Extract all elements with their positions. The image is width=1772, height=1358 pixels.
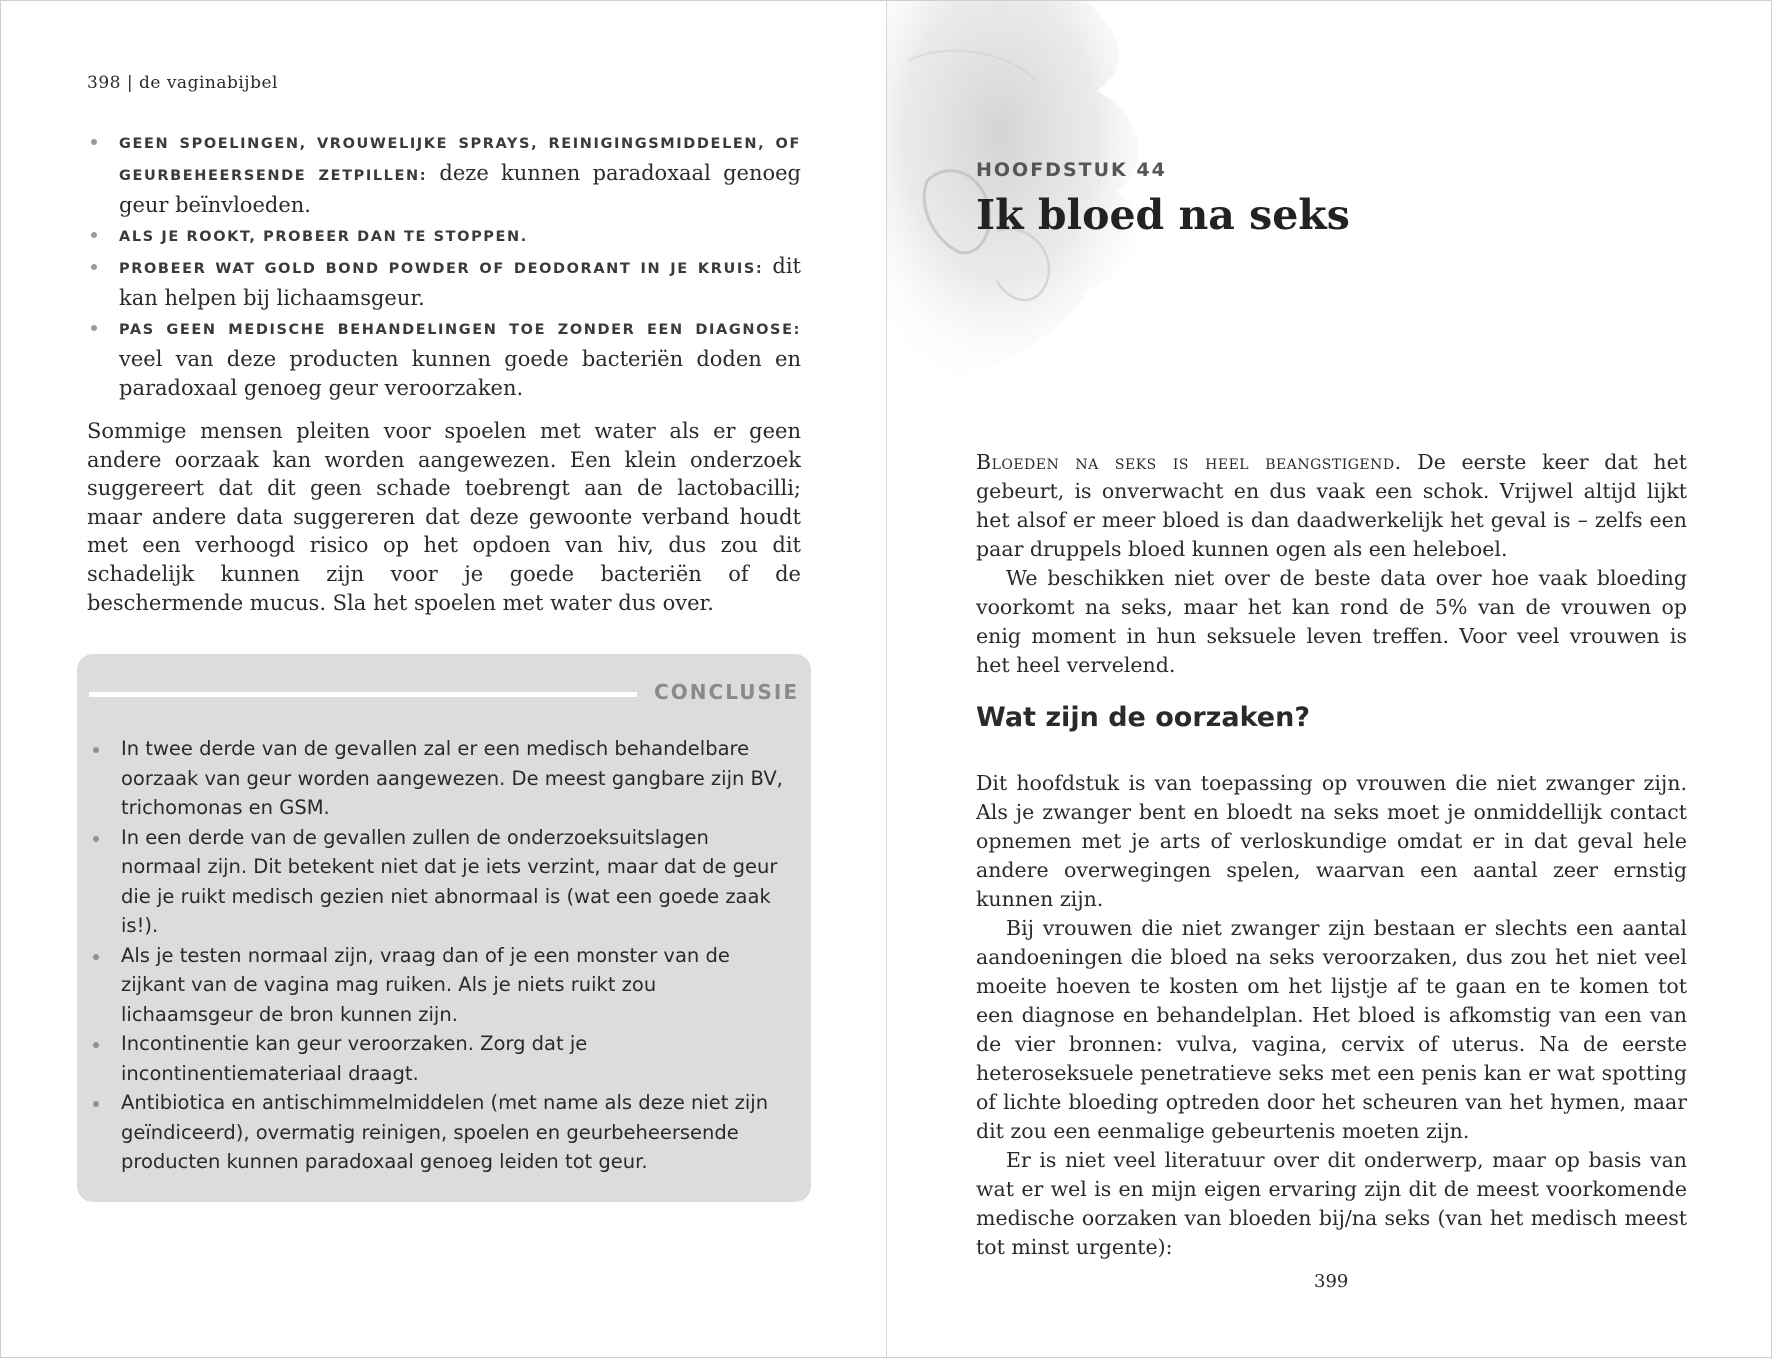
list-item <box>87 252 801 313</box>
body-paragraph: Bij vrouwen die niet zwanger zijn bestaan er slechts een aantal aandoeningen die bloed na seks veroorzaken, dus zou het niet veel moeite hoeven te kosten om het lijstje af te gaan en te komen tot een diagnose en behandelplan. Het bloed is afkomstig van een van de vier bronnen: vulva, vagina, cervix of uterus. Na de eerste heteroseksuele penetratieve seks met een penis kan er wat spotting of lichte bloeding optreden door het scheuren van het hymen, maar dit zou een eenmalige gebeurtenis moeten zijn. <box>976 916 1687 1143</box>
intro-paragraph-2: We beschikken niet over de beste data over hoe vaak bloeding voorkomt na seks, maar het kan rond de 5% van de vrouwen op enig moment in hun seksuele leven treffen. Voor veel vrouwen is het heel vervelend. <box>976 566 1687 677</box>
intro-rest: De eerste keer dat het gebeurt, is onverwacht en dus vaak een schok. Vrijwel altijd lijkt het alsof er meer bloed is dan daadwerkelijk het geval is – zelfs een paar druppels bloed kunnen ogen als een heleboel. <box>976 450 1687 561</box>
chapter-title: Ik bloed na seks <box>976 191 1350 239</box>
conclusion-rule <box>89 692 637 697</box>
tip-lead: PAS GEEN MEDISCHE BEHANDELINGEN TOE ZONDER EEN DIAGNOSE: <box>119 322 801 338</box>
tips-list <box>87 127 801 403</box>
body-paragraph: Er is niet veel literatuur over dit onderwerp, maar op basis van wat er wel is en mijn eigen ervaring zijn dit de meest voorkomende medische oorzaken van bloeden bij/na seks (van het medisch meest tot minst urgente): <box>976 1148 1687 1259</box>
left-page <box>1 1 886 1358</box>
body-paragraph: Dit hoofdstuk is van toepassing op vrouwen die niet zwanger zijn. Als je zwanger bent en bloedt na seks moet je onmiddellijk contact opnemen met je arts of verloskundige omdat er in dat geval hele andere overwegingen spelen, waarvan een aantal zeer ernstig kunnen zijn. <box>976 771 1687 911</box>
right-page <box>886 1 1772 1358</box>
intro-paragraph <box>976 448 1687 564</box>
list-item <box>87 127 801 220</box>
tip-text: deze kunnen paradoxaal genoeg geur beïnvloeden. <box>119 161 801 217</box>
page-number: 399 <box>1314 1271 1349 1292</box>
chapter-label: HOOFDSTUK 44 <box>976 159 1167 181</box>
intro-text <box>976 448 1687 680</box>
conclusion-box <box>77 654 811 1202</box>
tip-lead: GEEN SPOELINGEN, VROUWELIJKE SPRAYS, REINIGINGSMIDDELEN, OF GEURBEHEERSENDE ZETPILLEN: <box>119 136 801 184</box>
tip-text: dit kan helpen bij lichaamsgeur. <box>119 254 801 310</box>
running-head: 398 | de vaginabijbel <box>87 73 278 93</box>
conclusion-list <box>89 734 789 1177</box>
section-heading: Wat zijn de oorzaken? <box>976 702 1311 733</box>
tip-lead: PROBEER WAT GOLD BOND POWDER OF DEODORANT IN JE KRUIS: <box>119 261 764 277</box>
conclusion-title: CONCLUSIE <box>654 680 799 704</box>
list-item <box>87 313 801 403</box>
section-text <box>976 769 1687 1262</box>
tip-text: veel van deze producten kunnen goede bacteriën doden en paradoxaal genoeg geur veroorzaken. <box>119 347 801 400</box>
body-paragraph: Sommige mensen pleiten voor spoelen met water als er geen andere oorzaak kan worden aangewezen. Een klein onderzoek suggereert dat dit geen schade toebrengt aan de lactobacilli; maar andere data suggereren dat deze gewoonte verband houdt met een verhoogd risico op het opdoen van hiv, dus zou dit schadelijk kunnen zijn voor je goede bacteriën of de beschermende mucus. Sla het spoelen met water dus over. <box>87 419 801 615</box>
list-item: In een derde van de gevallen zullen de onderzoeksuitslagen normaal zijn. Dit betekent niet dat je iets verzint, maar dat de geur die je ruikt medisch gezien niet abnormaal is (wat een goede zaak is!). <box>89 823 789 941</box>
list-item: Als je testen normaal zijn, vraag dan of je een monster van de zijkant van de vagina mag ruiken. Als je niets ruikt zou lichaamsgeur de bron kunnen zijn. <box>89 941 789 1030</box>
intro-lead: Bloeden na seks is heel beangstigend. <box>976 450 1402 474</box>
list-item <box>87 220 801 252</box>
list-item: Antibiotica en antischimmelmiddelen (met name als deze niet zijn geïndiceerd), overmatig reinigen, spoelen en geurbeheersende producten kunnen paradoxaal genoeg leiden tot geur. <box>89 1088 789 1177</box>
tip-lead: ALS JE ROOKT, PROBEER DAN TE STOPPEN. <box>119 229 528 245</box>
list-item: In twee derde van de gevallen zal er een medisch behandelbare oorzaak van geur worden aangewezen. De meest gangbare zijn BV, trichomonas en GSM. <box>89 734 789 823</box>
list-item: Incontinentie kan geur veroorzaken. Zorg dat je incontinentiemateriaal draagt. <box>89 1029 789 1088</box>
